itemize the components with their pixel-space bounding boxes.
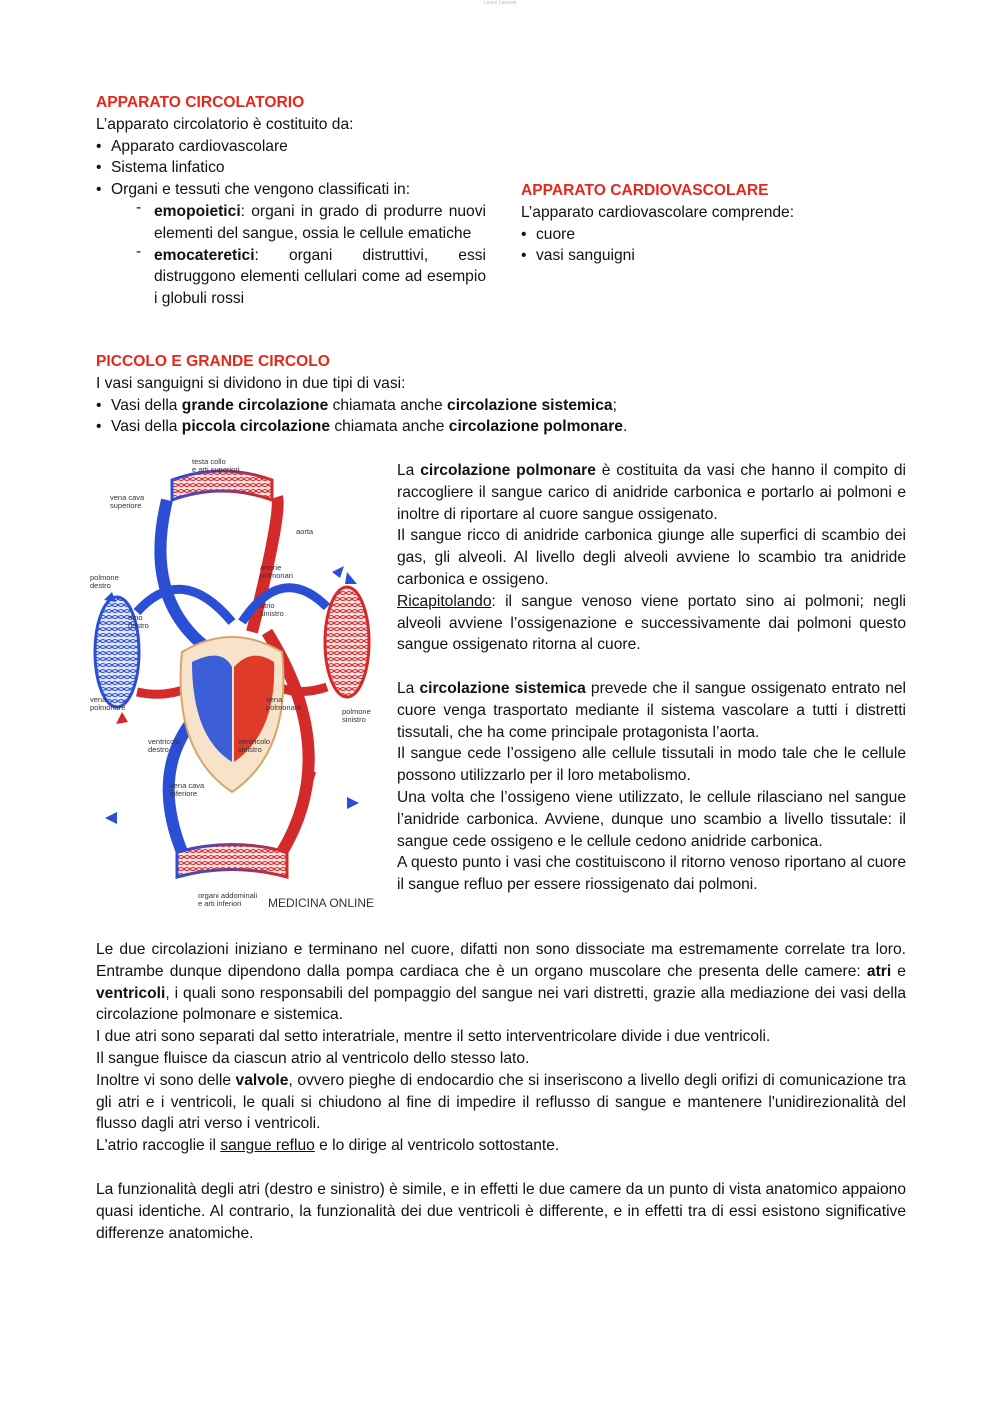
paragraph: Il sangue fluisce da ciascun atrio al ventricolo dello stesso lato. xyxy=(96,1049,530,1067)
section-title: APPARATO CARDIOVASCOLARE xyxy=(521,182,769,199)
section-title: APPARATO CIRCOLATORIO xyxy=(96,94,305,111)
svg-text:polmone: polmone xyxy=(342,707,371,716)
svg-text:sinistro: sinistro xyxy=(238,745,262,754)
svg-text:polmone: polmone xyxy=(90,573,119,582)
lung-left xyxy=(325,587,369,697)
head-capillaries xyxy=(172,471,272,500)
svg-text:inferiore: inferiore xyxy=(170,789,198,798)
paragraph: La circolazione sistemica prevede che il sangue ossigenato entrato nel cuore venga trasportato mediante il sistema vascolare a tutti i distretti tissutali, che ha come principale protagonista l’aorta. xyxy=(397,680,906,741)
svg-text:aorta: aorta xyxy=(296,527,314,536)
paragraph: Le due circolazioni iniziano e terminano nel cuore, difatti non sono dissociate ma estremamente correlate tra loro. Entrambe dunque dipendono dalla pompa cardiaca che è un organo muscolare che presenta delle camere: atri e ventricoli, i quali sono responsabili del pompaggio del sangue nei vari distretti, grazie alla mediazione dei vasi della circolazione polmonare e sistemica. xyxy=(96,941,906,1024)
list-item: • cuore xyxy=(521,224,901,246)
section-circolazione-polmonare xyxy=(397,460,906,656)
paragraph: Una volta che l’ossigeno viene utilizzato, le cellule rilasciano nel sangue l’anidride carbonica. Avviene, dunque uno scambio a livello tissutale: il sangue cede ossigeno e le cellule cedono anidride carbonica. xyxy=(397,788,906,850)
svg-text:vena: vena xyxy=(266,695,283,704)
list-item: • Vasi della piccola circolazione chiamata anche circolazione polmonare. xyxy=(96,416,906,438)
svg-text:polmonare: polmonare xyxy=(90,703,126,712)
circulation-diagram xyxy=(82,452,382,914)
svg-text:e arti superiori: e arti superiori xyxy=(192,465,240,474)
paragraph: L'atrio raccoglie il sangue refluo e lo dirige al ventricolo sottostante. xyxy=(96,1137,560,1155)
section-apparato-cardiovascolare xyxy=(521,180,901,267)
svg-text:destro: destro xyxy=(128,621,149,630)
svg-text:polmonare: polmonare xyxy=(266,703,302,712)
list-item: • Organi e tessuti che vengono classificati in: xyxy=(96,179,486,201)
svg-text:destro: destro xyxy=(90,581,111,590)
section-apparato-circolatorio xyxy=(96,92,486,310)
paragraph: I due atri sono separati dal setto interatriale, mentre il setto interventricolare divide i due ventricoli. xyxy=(96,1028,771,1046)
svg-text:superiore: superiore xyxy=(110,501,142,510)
svg-text:ventricolo: ventricolo xyxy=(148,737,181,746)
svg-text:atrio: atrio xyxy=(260,601,275,610)
svg-text:organi addominali: organi addominali xyxy=(198,891,258,900)
svg-text:e arti inferiori: e arti inferiori xyxy=(198,899,242,908)
section-circolazione-sistemica xyxy=(397,678,906,896)
svg-text:arterie: arterie xyxy=(260,563,282,572)
list-item: • Apparato cardiovascolare xyxy=(96,136,486,158)
paragraph: Il sangue cede l’ossigeno alle cellule tissutali in modo tale che le cellule possono utilizzarlo per il loro metabolismo. xyxy=(397,745,906,785)
svg-text:polmonari: polmonari xyxy=(260,571,293,580)
svg-text:ventricolo: ventricolo xyxy=(238,737,271,746)
vena-cava-superior xyxy=(160,500,212,652)
term: emocateretici xyxy=(154,246,255,264)
svg-text:vena cava: vena cava xyxy=(170,781,205,790)
definition: : organi in grado di produrre nuovi elementi del sangue, ossia le cellule ematiche xyxy=(154,202,486,242)
svg-text:sinistro: sinistro xyxy=(342,715,366,724)
svg-text:testa collo: testa collo xyxy=(192,457,226,466)
svg-text:atrio: atrio xyxy=(128,613,143,622)
intro-text: L’apparato circolatorio è costituito da: xyxy=(96,115,354,133)
paragraph: A questo punto i vasi che costituiscono il ritorno venoso riportano al cuore il sangue refluo per essere riossigenato dai polmoni. xyxy=(397,854,906,894)
intro-text: I vasi sanguigni si dividono in due tipi di vasi: xyxy=(96,374,406,392)
definition: : organi distruttivi, essi distruggono elementi cellulari come ad esempio i globuli rossi xyxy=(154,246,486,308)
svg-text:sinistro: sinistro xyxy=(260,609,284,618)
section-piccolo-grande-circolo xyxy=(96,351,906,438)
paragraph: Ricapitolando: il sangue venoso viene portato sino ai polmoni; negli alveoli avviene l’ossigenazione e successivamente dai polmoni questo sangue ossigenato ritorna al cuore. xyxy=(397,592,906,654)
paragraph: Il sangue ricco di anidride carbonica giunge alle superfici di scambio dei gas, gli alveoli. Al livello degli alveoli avviene lo scambio tra anidride carbonica e ossigeno. xyxy=(397,527,906,588)
list-item: • vasi sanguigni xyxy=(521,245,901,267)
paragraph: La funzionalità degli atri (destro e sinistro) è simile, e in effetti le due camere da un punto di vista anatomico appaiono quasi identiche. Al contrario, la funzionalità dei due ventricoli è differente, e in effetti tra di essi esistono significative differenze anatomiche. xyxy=(96,1180,906,1242)
lower-body-capillaries xyxy=(177,845,287,878)
list-item: • Sistema linfatico xyxy=(96,157,486,179)
svg-text:destro: destro xyxy=(148,745,169,754)
brand-logo: MEDICINA ONLINE xyxy=(268,896,375,910)
page-marker: Leone Lanzoni xyxy=(483,0,517,6)
svg-text:vena cava: vena cava xyxy=(110,493,145,502)
section-cuore xyxy=(96,939,906,1244)
paragraph: Inoltre vi sono delle valvole, ovvero pieghe di endocardio che si inseriscono a livello degli orifizi di comunicazione tra gli atri e i ventricoli, le quali si chiudono al fine di impedire il reflusso di sangue e mantenere l'unidirezionalità del flusso dagli atri verso i ventricoli. xyxy=(96,1071,906,1133)
section-title: PICCOLO E GRANDE CIRCOLO xyxy=(96,353,330,370)
svg-text:vena: vena xyxy=(90,695,107,704)
list-item: • Vasi della grande circolazione chiamata anche circolazione sistemica; xyxy=(96,395,906,417)
paragraph: La circolazione polmonare è costituita da vasi che hanno il compito di raccogliere il sangue carico di anidride carbonica e portarlo ai polmoni e inoltre di riportare al cuore sangue ossigenato. xyxy=(397,462,906,523)
sub-list-item xyxy=(96,245,486,310)
intro-text: L’apparato cardiovascolare comprende: xyxy=(521,203,795,221)
term: emopoietici xyxy=(154,202,241,220)
sub-list-item xyxy=(96,201,486,245)
